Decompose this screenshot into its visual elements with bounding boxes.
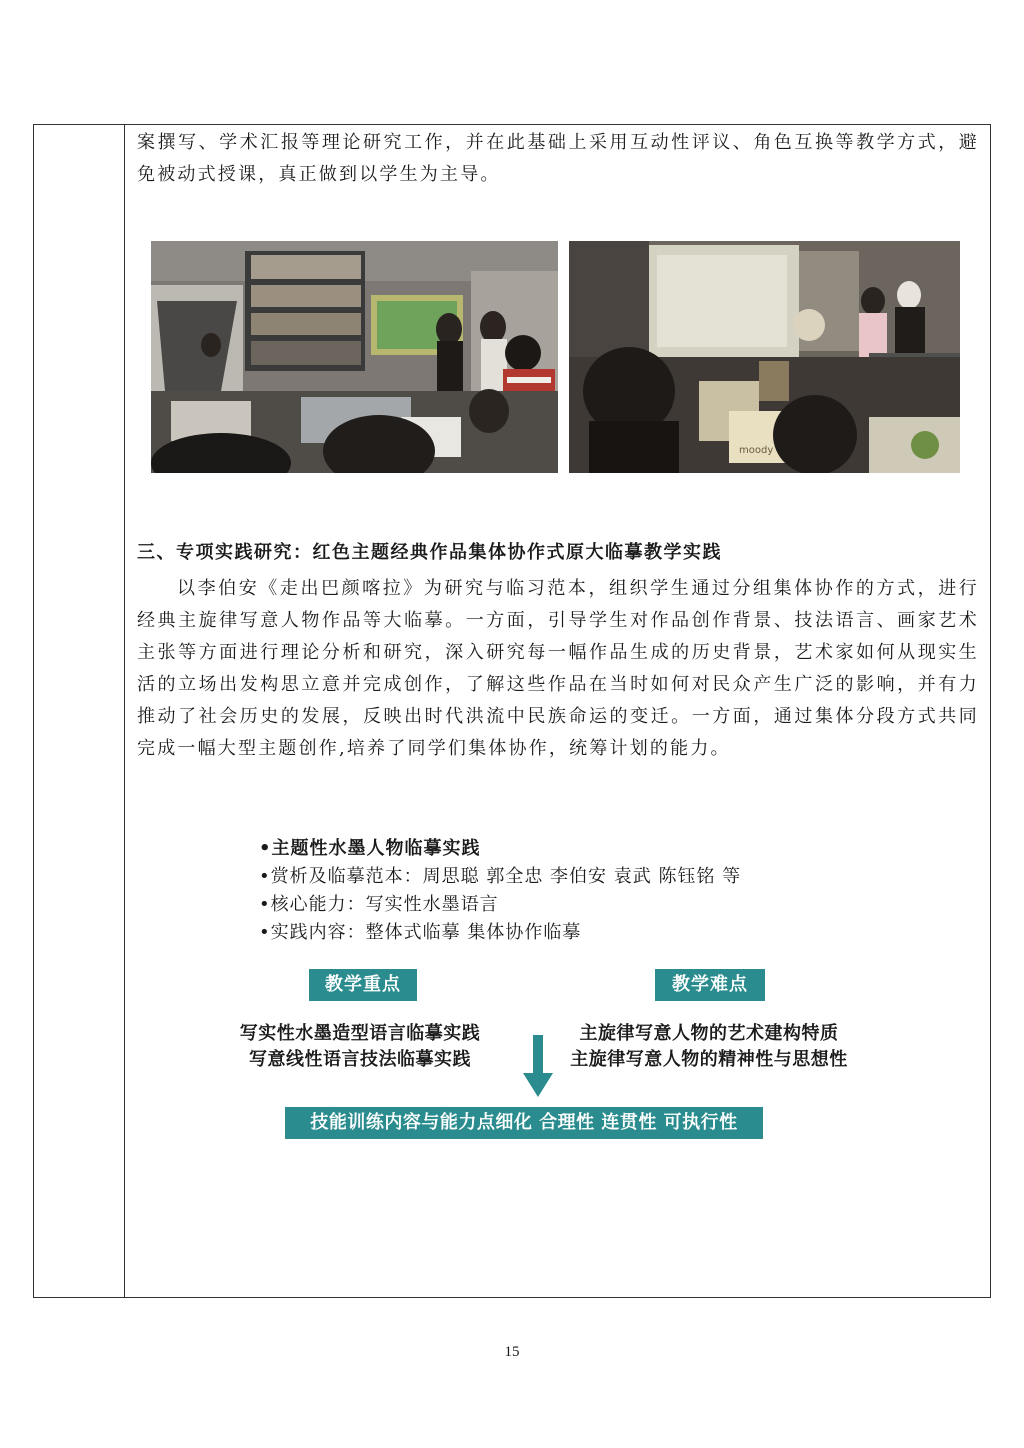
content-table: [33, 124, 991, 1298]
classroom-photo-left-image: [151, 241, 558, 473]
teaching-focus-points: [229, 1021, 491, 1073]
teaching-diagram: [137, 835, 979, 1155]
classroom-photo-right: [569, 241, 960, 473]
bullet-item: •主题性水墨人物临摹实践: [259, 838, 481, 859]
section-paragraph: 以李伯安《走出巴颜喀拉》为研究与临习范本，组织学生通过分组集体协作的方式，进行经典主旋律写意人物作品等大临摹。一方面，引导学生对作品创作背景、技法语言、画家艺术主张等方面进行理论分析和研究，深入研究每一幅作品生成的历史背景，艺术家如何从现实生活的立场出发构思立意并完成创作，了解这些作品在当时如何对民众产生广泛的影响，并有力推动了社会历史的发展，反映出时代洪流中民族命运的变迁。一方面，通过集体分段方式共同完成一幅大型主题创作,培养了同学们集体协作，统筹计划的能力。: [137, 578, 979, 759]
bullet-item: •赏析及临摹范本：周思聪 郭全忠 李伯安 袁武 陈钰铭 等: [259, 866, 742, 887]
bullet-item: •实践内容：整体式临摹 集体协作临摹: [259, 922, 582, 943]
table-left-column: [34, 125, 125, 1297]
page-number: 15: [504, 1344, 520, 1360]
classroom-photo-right-image: [569, 241, 960, 473]
diagram-bullet-list: [259, 835, 741, 947]
section-heading: 三、专项实践研究：红色主题经典作品集体协作式原大临摹教学实践: [137, 542, 722, 563]
difficulty-point: 主旋律写意人物的艺术建构特质: [579, 1023, 839, 1044]
focus-point: 写实性水墨造型语言临摹实践: [239, 1023, 481, 1044]
photo-row: [151, 241, 961, 473]
down-arrow-icon: [523, 1035, 553, 1097]
teaching-difficulty-points: [559, 1021, 859, 1073]
difficulty-point: 主旋律写意人物的精神性与思想性: [570, 1049, 848, 1070]
bullet-item: •核心能力：写实性水墨语言: [259, 894, 499, 915]
teaching-difficulty-tag: 教学难点: [655, 969, 765, 1001]
moody-box-label: moody: [739, 445, 774, 456]
teaching-focus-tag: 教学重点: [309, 969, 417, 1001]
focus-point: 写意线性语言技法临摹实践: [249, 1049, 471, 1070]
skill-training-bar: 技能训练内容与能力点细化 合理性 连贯性 可执行性: [285, 1107, 763, 1139]
paragraph-continuation: 案撰写、学术汇报等理论研究工作，并在此基础上采用互动性评议、角色互换等教学方式，避免被动式授课，真正做到以学生为主导。: [137, 132, 979, 185]
classroom-photo-left: [151, 241, 558, 473]
